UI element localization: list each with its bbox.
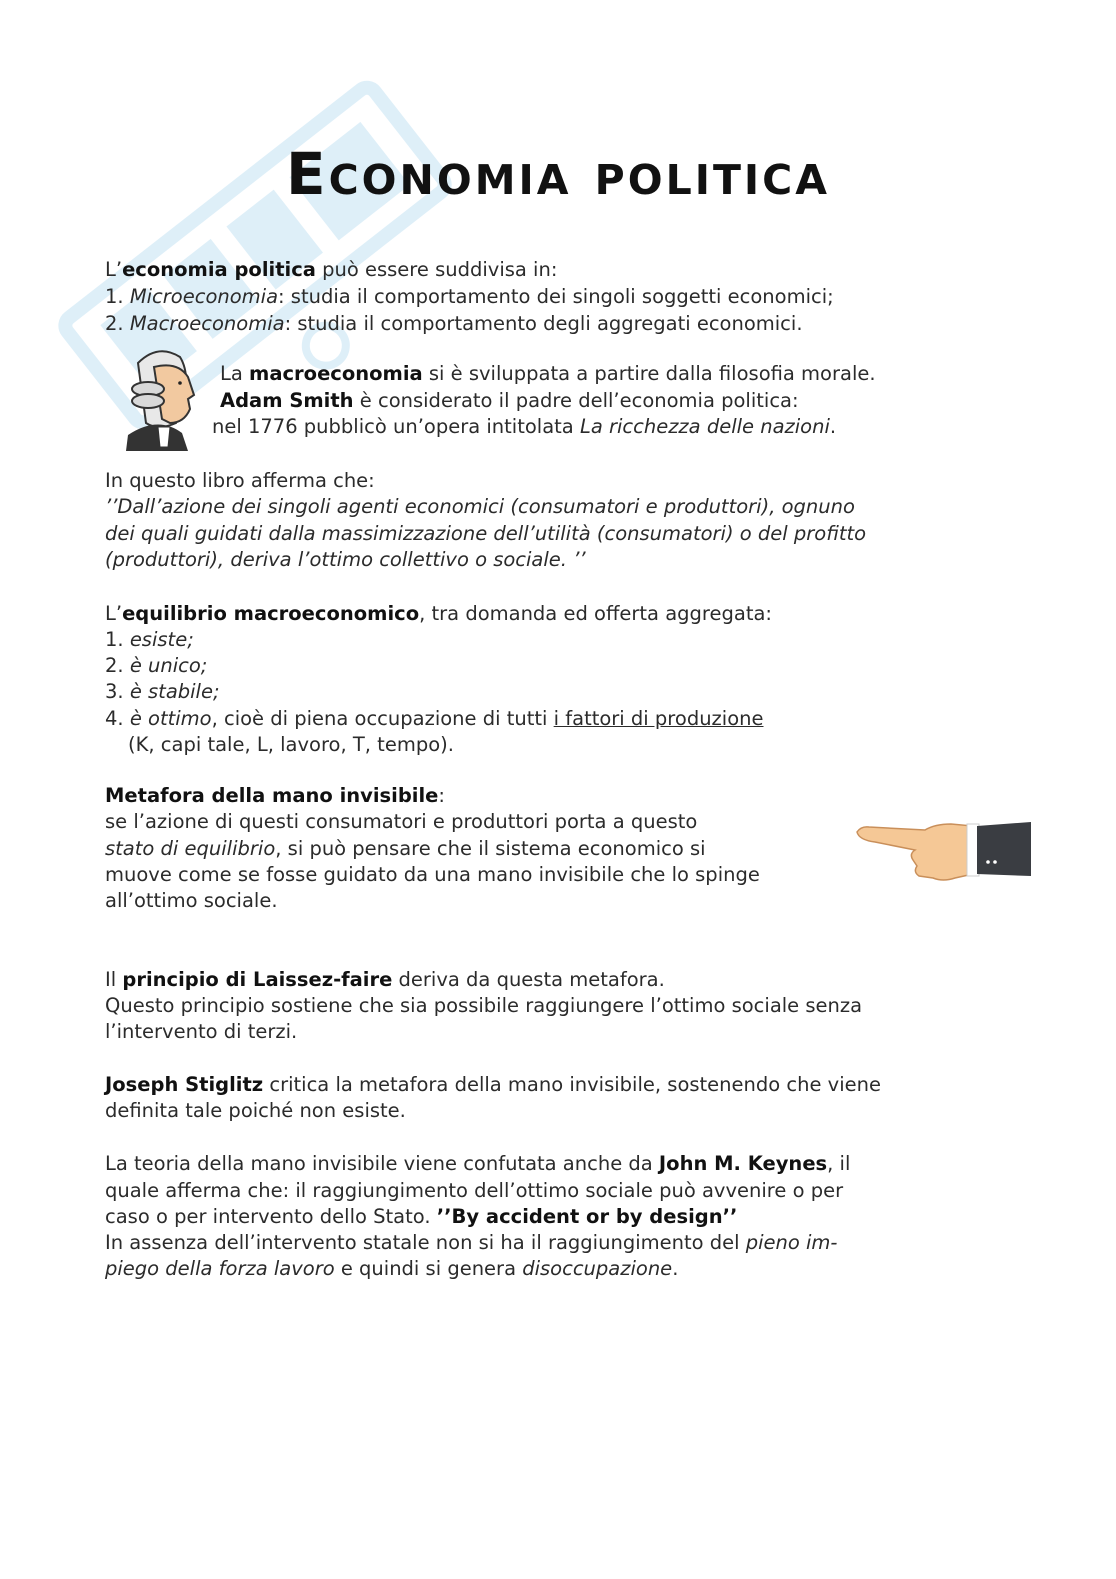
metafora-heading: [105, 782, 445, 809]
list-item-note: (K, capi tale, L, lavoro, T, tempo).: [128, 733, 454, 756]
text-fragment: si è sviluppata a partire dalla filosofia morale.: [422, 362, 876, 385]
list-item: [105, 678, 220, 705]
bold-quote: ’’By accident or by design’’: [436, 1205, 738, 1228]
bold-term: economia politica: [122, 258, 316, 281]
italic-term: Microeconomia: [129, 285, 279, 308]
stiglitz-line-1: [105, 1071, 881, 1098]
list-number: 4.: [105, 707, 130, 730]
text-fragment: :: [438, 784, 445, 807]
metafora-line: all’ottimo sociale.: [105, 889, 278, 912]
keynes-line-4: [105, 1229, 837, 1256]
metafora-line: [105, 835, 706, 862]
metafora-line: muove come se fosse guidato da una mano invisibile che lo spinge: [105, 863, 760, 886]
list-number: 2.: [105, 312, 130, 335]
book-title: La ricchezza delle nazioni: [579, 415, 830, 438]
bold-name: Joseph Stiglitz: [105, 1073, 264, 1096]
text-fragment: e quindi si genera: [334, 1257, 523, 1280]
text-fragment: : studia il comportamento dei singoli soggetti economici;: [278, 285, 834, 308]
keynes-line-1: [105, 1150, 850, 1177]
page-title: Economia politica: [285, 140, 831, 208]
italic-term: è ottimo: [129, 707, 212, 730]
list-item: [105, 705, 764, 732]
smith-line-3: [212, 413, 836, 440]
italic-term: è stabile;: [129, 680, 220, 703]
text-fragment: , il: [827, 1152, 851, 1175]
keynes-line-5: [105, 1255, 678, 1282]
text-fragment: L’: [105, 258, 123, 281]
stiglitz-line-2: definita tale poiché non esiste.: [105, 1099, 406, 1122]
bold-term: equilibrio macroeconomico: [122, 602, 420, 625]
bold-heading: Metafora della mano invisibile: [105, 784, 439, 807]
text-fragment: .: [672, 1257, 679, 1280]
text-fragment: , tra domanda ed offerta aggregata:: [419, 602, 772, 625]
list-item: [105, 310, 803, 337]
adam-smith-portrait-icon: [118, 343, 204, 451]
bold-name: Adam Smith: [220, 389, 354, 412]
italic-term: stato di equilibrio: [105, 837, 276, 860]
italic-term: esiste;: [129, 628, 194, 651]
quote-line: ’’Dall’azione dei singoli agenti economici (consumatori e produttori), ognuno: [105, 495, 855, 518]
list-number: 3.: [105, 680, 130, 703]
italic-term: piego della forza lavoro: [105, 1257, 335, 1280]
list-item: [105, 283, 834, 310]
list-number: 1.: [105, 628, 130, 651]
quote-line: dei quali guidati dalla massimizzazione dell’utilità (consumatori) o del profitto: [105, 522, 867, 545]
metafora-line: se l’azione di questi consumatori e produttori porta a questo: [105, 810, 698, 833]
text-fragment: L’: [105, 602, 123, 625]
keynes-line-2: quale afferma che: il raggiungimento dell’ottimo sociale può avvenire o per: [105, 1179, 844, 1202]
text-fragment: In assenza dell’intervento statale non si ha il raggiungimento del: [105, 1231, 746, 1254]
laissez-line-3: l’intervento di terzi.: [105, 1020, 298, 1043]
text-fragment: La teoria della mano invisibile viene confutata anche da: [105, 1152, 659, 1175]
equilibrio-line: [105, 600, 772, 627]
pointing-hand-icon: [855, 818, 1033, 890]
list-number: 1.: [105, 285, 130, 308]
bold-term: macroeconomia: [249, 362, 423, 385]
list-item: [105, 652, 207, 679]
italic-term: è unico;: [129, 654, 208, 677]
bold-term: principio di Laissez-faire: [122, 968, 393, 991]
text-fragment: .: [829, 415, 837, 438]
text-fragment: è considerato il padre dell’economia politica:: [353, 389, 799, 412]
text-fragment: : studia il comportamento degli aggregati economici.: [284, 312, 803, 335]
smith-line-1: [220, 360, 876, 387]
text-fragment: La: [220, 362, 250, 385]
text-fragment: caso o per intervento dello Stato.: [105, 1205, 437, 1228]
list-item: [105, 626, 194, 653]
list-number: 2.: [105, 654, 130, 677]
text-fragment: Il: [105, 968, 123, 991]
text-fragment: deriva da questa metafora.: [392, 968, 665, 991]
text-fragment: , cioè di piena occupazione di tutti: [211, 707, 554, 730]
text-fragment: critica la metafora della mano invisibile, sostenendo che viene: [263, 1073, 881, 1096]
laissez-line-1: [105, 966, 665, 993]
smith-line-2: [220, 387, 799, 414]
intro-line: [105, 256, 557, 283]
underlined-term: i fattori di produzione: [553, 707, 764, 730]
text-fragment: può essere suddivisa in:: [315, 258, 558, 281]
italic-term: pieno im-: [745, 1231, 838, 1254]
laissez-line-2: Questo principio sostiene che sia possibile raggiungere l’ottimo sociale senza: [105, 994, 863, 1017]
text-fragment: , si può pensare che il sistema economico si: [275, 837, 706, 860]
italic-term: disoccupazione: [522, 1257, 673, 1280]
text-fragment: nel 1776 pubblicò un’opera intitolata: [212, 415, 580, 438]
italic-term: Macroeconomia: [129, 312, 285, 335]
keynes-line-3: [105, 1203, 737, 1230]
quote-lead: In questo libro afferma che:: [105, 469, 375, 492]
bold-name: John M. Keynes: [658, 1152, 828, 1175]
quote-line: (produttori), deriva l’ottimo collettivo o sociale. ’’: [105, 548, 586, 571]
